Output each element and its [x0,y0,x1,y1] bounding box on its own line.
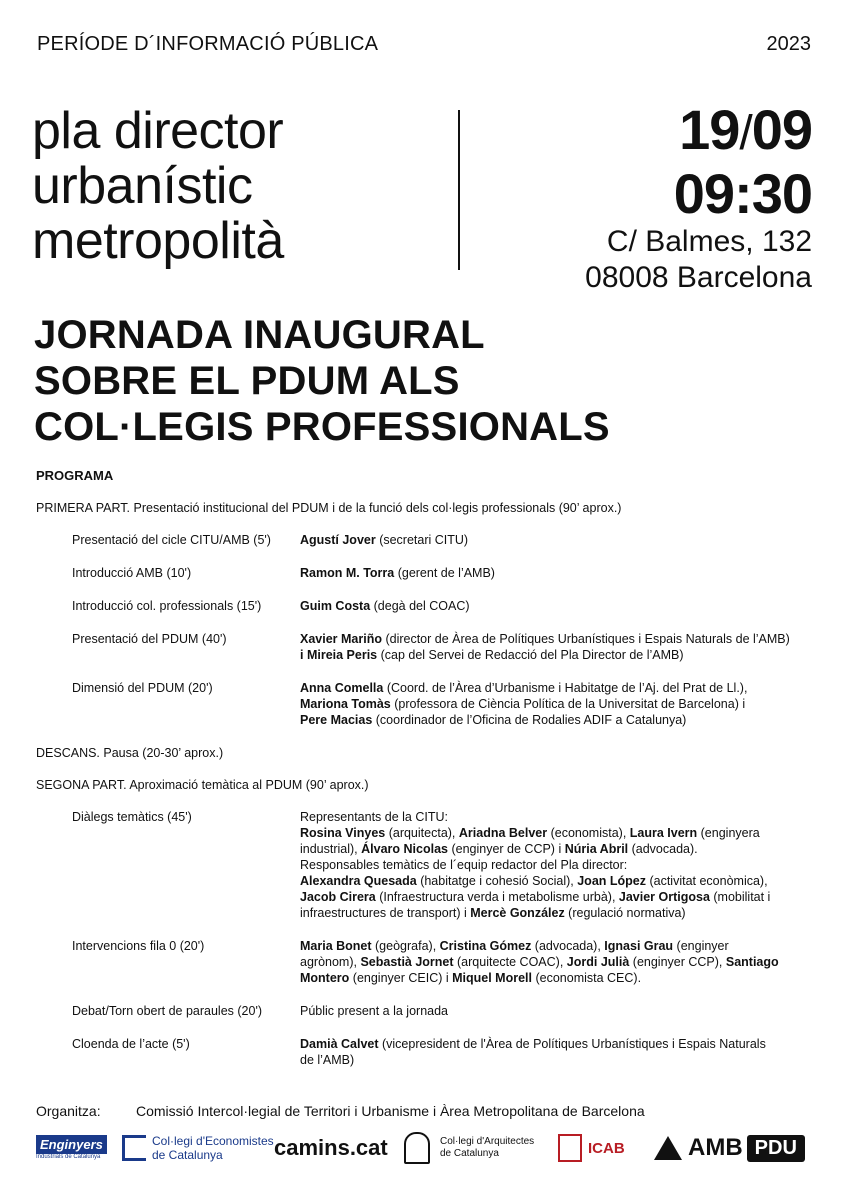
programa-heading: PROGRAMA [36,468,114,483]
event-day: 19 [679,98,740,161]
speaker-name: Cristina Gómez [439,939,532,953]
speaker-role: (enginyer CCP), [629,955,726,969]
economistes-icon [122,1135,146,1161]
headline [34,312,610,450]
speaker-role: (Infraestructura verda i metabolisme urbà), [375,890,619,904]
part-2-text: Aproximació temàtica al PDUM (90’ aprox.) [126,778,369,792]
event-address-2: 08008 Barcelona [585,261,812,294]
speaker-line [300,696,790,712]
program-item [36,532,816,548]
speaker-name: i Mireia Peris [300,648,378,662]
speaker-name: Javier Ortigosa [618,890,710,904]
speaker-line [300,970,790,986]
speaker-role: (advocada). [628,842,698,856]
title-line-2: urbanístic [32,157,253,215]
program-item-speakers [300,532,790,548]
speaker-name: Anna Comella [300,681,384,695]
divider [458,110,460,270]
speaker-role: agrònom), [300,955,361,969]
speaker-name: Montero [300,971,350,985]
organizer-label: Organitza: [36,1103,101,1119]
speaker-line [300,1036,790,1052]
speaker-role: (economista CEC). [532,971,642,985]
title-line-1: pla director [32,102,284,160]
speaker-line [300,631,790,647]
part-2-heading [36,777,816,793]
speaker-role: (cap del Servei de Redacció del Pla Director de l’AMB) [377,648,684,662]
year: 2023 [766,33,811,55]
economistes-line-1: Col·legi d'Economistes [152,1134,274,1148]
speaker-line [300,841,790,857]
part-2-label: SEGONA PART. [36,778,127,792]
speaker-name: Sebastià Jornet [360,955,454,969]
plan-title [32,104,284,269]
headline-line-3: COL·LEGIS PROFESSIONALS [34,405,610,449]
headline-line-1: JORNADA INAUGURAL [34,313,485,357]
period-label: PERÍODE D´INFORMACIÓ PÚBLICA [37,33,379,55]
program-item-speakers [300,938,790,986]
speaker-name: Laura Ivern [629,826,698,840]
program-item-speakers [300,598,790,614]
speaker-role: (geògrafa), [371,939,440,953]
speaker-name: Ignasi Grau [604,939,674,953]
logo-strip [36,1128,812,1168]
program-item-label: Introducció AMB (10') [72,566,192,580]
speaker-line [300,857,790,873]
speaker-line [300,905,790,921]
economistes-logo [122,1128,274,1168]
speaker-line [300,598,790,614]
speaker-role: (professora de Ciència Política de la Universitat de Barcelona) i [390,697,746,711]
speaker-name: Álvaro Nicolas [361,842,448,856]
part-1-label: PRIMERA PART. [36,501,131,515]
program-item-label: Introducció col. professionals (15') [72,599,262,613]
speaker-role: Responsables temàtics de l´equip redactor del Pla director: [300,858,628,872]
speaker-role: (enginyer [673,939,729,953]
coac-logo [404,1128,534,1168]
speaker-line [300,647,790,663]
speaker-name: Pere Macias [300,713,373,727]
speaker-name: Rosina Vinyes [300,826,386,840]
program [36,500,816,1085]
speaker-role: (vicepresident de l'Àrea de Polítiques Urbanístiques i Espais Naturals [378,1037,766,1051]
speaker-name: Damià Calvet [300,1037,379,1051]
speaker-role: (advocada), [531,939,605,953]
speaker-name: Jacob Cirera [300,890,376,904]
program-item-speakers [300,809,790,921]
speaker-line [300,565,790,581]
program-item-label: Presentació del PDUM (40') [72,632,227,646]
speaker-name: Miquel Morell [452,971,532,985]
program-item [36,809,816,921]
organizer [36,1103,645,1119]
speaker-role: (regulació normativa) [564,906,686,920]
icab-text: ICAB [588,1139,625,1157]
speaker-name: Joan López [577,874,646,888]
program-item-label: Dimensió del PDUM (20') [72,681,213,695]
program-item [36,1036,816,1068]
event-address-1: C/ Balmes, 132 [606,225,812,258]
program-item-label: Intervencions fila 0 (20') [72,939,205,953]
speaker-line [300,1052,790,1068]
icab-logo [558,1128,625,1168]
speaker-name: Xavier Mariño [300,632,382,646]
speaker-line [300,712,790,728]
speaker-name: Jordi Julià [566,955,630,969]
program-item [36,565,816,581]
event-info [585,100,812,296]
speaker-name: Maria Bonet [300,939,372,953]
program-item-speakers [300,1003,790,1019]
speaker-role: (arquitecte COAC), [453,955,567,969]
program-item [36,631,816,663]
program-item [36,938,816,986]
pdu-badge: PDU [747,1135,805,1162]
icab-emblem-icon [558,1134,582,1162]
speaker-role: Representants de la CITU: [300,810,448,824]
part-1-text: Presentació institucional del PDUM i de la funció dels col·legis professionals (90’ aprox.) [130,501,622,515]
organizer-text: Comissió Intercol·legial de Territori i Urbanisme i Àrea Metropolitana de Barcelona [136,1103,645,1119]
program-item [36,1003,816,1019]
speaker-role: de l’AMB) [300,1053,355,1067]
descans-label: DESCANS. [36,746,100,760]
descans-text: Pausa (20-30’ aprox.) [99,746,224,760]
speaker-name: Guim Costa [300,599,371,613]
enginyers-logo-text: Enginyers [36,1135,107,1154]
speaker-line [300,1003,790,1019]
coac-crest-icon [404,1132,430,1164]
enginyers-logo [36,1128,107,1168]
speaker-role: (coordinador de l’Oficina de Rodalies ADIF a Catalunya) [372,713,687,727]
camins-logo: camins.cat [274,1135,388,1160]
event-date [585,100,812,164]
descans-heading [36,745,816,761]
speaker-name: Mercè González [470,906,565,920]
speaker-line [300,938,790,954]
speaker-role: (secretari CITU) [375,533,469,547]
speaker-role: (mobilitat i [709,890,771,904]
program-item-label: Diàlegs temàtics (45') [72,810,192,824]
program-item-speakers [300,1036,790,1068]
speaker-role: Públic present a la jornada [300,1004,449,1018]
speaker-line [300,873,790,889]
economistes-line-2: de Catalunya [152,1148,223,1162]
coac-line-1: Col·legi d'Arquitectes [440,1136,535,1147]
program-item-speakers [300,565,790,581]
speaker-role: (Coord. de l’Àrea d’Urbanisme i Habitatge de l’Aj. del Prat de Ll.), [383,681,748,695]
speaker-role: (arquitecta), [385,826,459,840]
speaker-role: (degà del COAC) [370,599,470,613]
speaker-line [300,889,790,905]
program-item [36,598,816,614]
program-item-speakers [300,631,790,663]
speaker-role: (activitat econòmica), [646,874,768,888]
speaker-line [300,825,790,841]
part-1-heading [36,500,816,516]
coac-line-2: de Catalunya [440,1148,499,1159]
program-item-speakers [300,680,790,728]
date-separator: / [739,107,752,160]
title-line-3: metropolità [32,212,284,270]
part-2-items [36,809,816,1068]
speaker-line [300,954,790,970]
speaker-name: Santiago [725,955,779,969]
part-1-items [36,532,816,728]
event-time: 09:30 [673,162,812,225]
amb-arrow-icon [654,1136,682,1160]
speaker-role: (enginyer de CCP) i [447,842,565,856]
headline-line-2: SOBRE EL PDUM ALS [34,359,460,403]
speaker-line [300,680,790,696]
speaker-name: Ramon M. Torra [300,566,395,580]
speaker-name: Ariadna Belver [458,826,548,840]
speaker-name: Mariona Tomàs [300,697,391,711]
program-item-label: Presentació del cicle CITU/AMB (5') [72,533,271,547]
speaker-line [300,532,790,548]
program-item-label: Debat/Torn obert de paraules (20') [72,1004,262,1018]
speaker-line [300,809,790,825]
speaker-role: (economista), [547,826,630,840]
speaker-name: Alexandra Quesada [300,874,417,888]
speaker-name: Núria Abril [564,842,629,856]
amb-logo [654,1128,805,1168]
speaker-role: infraestructures de transport) i [300,906,471,920]
program-item-label: Cloenda de l’acte (5') [72,1037,190,1051]
enginyers-logo-sub: Industrials de Catalunya [36,1154,101,1160]
speaker-role: (enginyer CEIC) i [349,971,453,985]
speaker-role: (director de Àrea de Polítiques Urbanístiques i Espais Naturals de l’AMB) [381,632,790,646]
speaker-role: (habitatge i cohesió Social), [416,874,578,888]
speaker-role: (enginyera [697,826,760,840]
speaker-role: (gerent de l’AMB) [394,566,495,580]
speaker-name: Agustí Jover [300,533,376,547]
amb-text: AMB [688,1134,743,1161]
program-item [36,680,816,728]
event-month: 09 [751,98,812,161]
speaker-role: industrial), [300,842,362,856]
